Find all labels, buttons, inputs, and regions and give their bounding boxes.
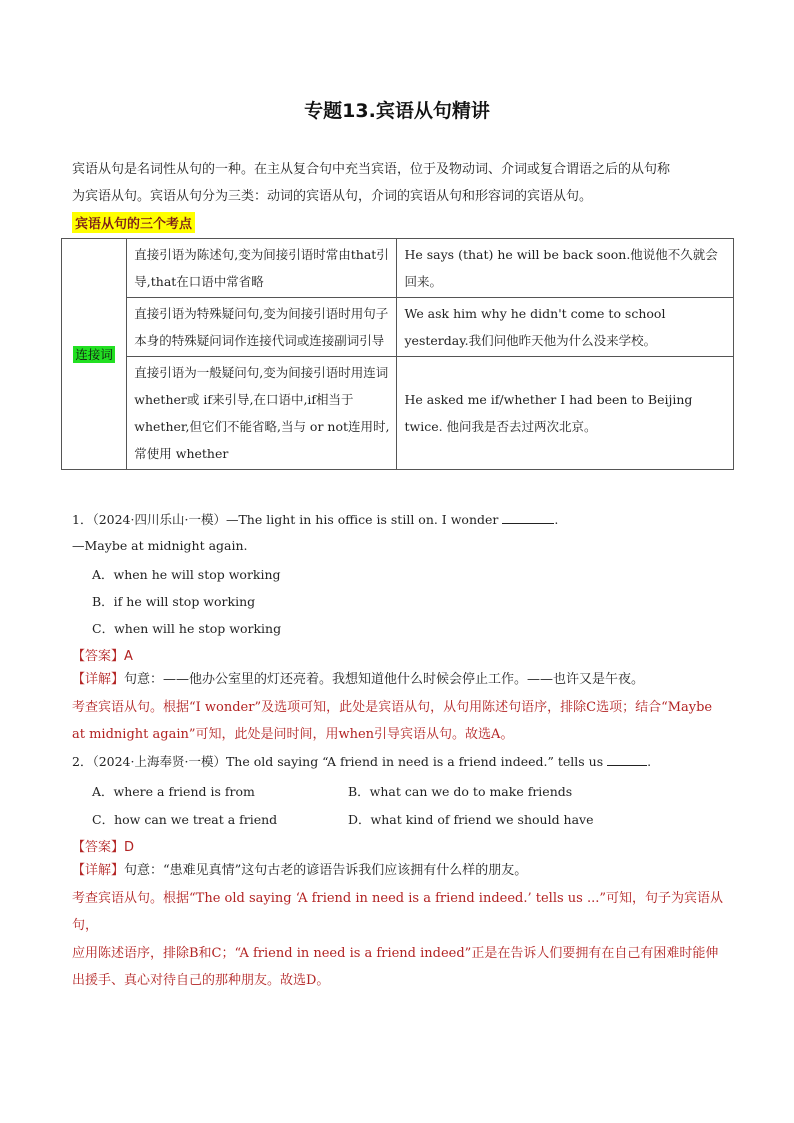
option-a: A．when he will stop working [92,567,281,582]
detail-line: 应用陈述语序，排除B和C；“A friend in need is a friend indeed”正是在告诉人们要拥有在自己有困难时能伸 [72,945,719,961]
answer-blank [607,753,647,766]
question-text: 1．（2024·四川乐山·一模）—The light in his office is still on. I wonder [72,512,499,527]
answer-detail [72,666,734,749]
question-reply: —Maybe at midnight again. [72,538,248,553]
answer-blank [502,511,554,524]
answer-detail [72,857,734,995]
table-row [62,357,734,470]
intro-line: 为宾语从句。宾语从句分为三类：动词的宾语从句，介词的宾语从句和形容词的宾语从句。 [72,189,593,204]
option-b: B．if he will stop working [92,594,256,609]
category-label: 连接词 [75,346,113,362]
detail-line: 考查宾语从句。根据“The old saying ‘A friend in need is a friend indeed.’ tells us ...”可知，句子为宾语从句， [72,890,724,933]
rule-cell: 直接引语为陈述句,变为间接引语时常由that引导,that在口语中常省略 [127,239,397,298]
example-cell: He asked me if/whether I had been to Beijing twice. 他问我是否去过两次北京。 [397,357,734,470]
answer-label: 【答案】D [72,840,135,855]
category-cell [62,239,127,470]
detail-line: at midnight again”可知，此处是问时间，用when引导宾语从句。故选A。 [72,727,514,742]
detail-line: 考查宾语从句。根据“I wonder”及选项可知，此处是宾语从句，从句用陈述句语序，排除C选项；结合“Maybe [72,699,713,715]
detail-line [72,857,734,885]
option-d: D．what kind of friend we should have [348,812,594,827]
intro-line: 宾语从句是名词性从句的一种。在主从复合句中充当宾语，位于及物动词、介词或复合谓语之后的从句称 [72,162,671,177]
example-cell: We ask him why he didn't come to school yesterday.我们问他昨天他为什么没来学校。 [397,298,734,357]
question-stem [72,507,558,533]
question-end: . [554,512,559,527]
detail-text: 句意：“患难见真情”这句古老的谚语告诉我们应该拥有什么样的朋友。 [124,863,528,878]
detail-label: 【详解】 [72,863,125,878]
intro-paragraph [72,156,732,210]
question-end: . [647,754,652,769]
detail-line [72,666,734,694]
rule-cell: 直接引语为一般疑问句,变为间接引语时用连词 whether或 if来引导,在口语中,if相当于 whether,但它们不能省略,当与 or not连用时,常使用 whether [127,357,397,470]
option-a: A．where a friend is from [92,784,255,799]
page-title: 专题13.宾语从句精讲 [304,100,490,122]
table-row [62,239,734,298]
option-c: C．when will he stop working [92,621,282,636]
question-stem [72,749,651,775]
detail-label: 【详解】 [72,672,125,687]
detail-text: 句意：——他办公室里的灯还亮着。我想知道他什么时候会停止工作。——也许又是午夜。 [124,672,645,687]
option-b: B．what can we do to make friends [348,784,573,799]
answer-label: 【答案】A [72,649,133,664]
rules-table [61,238,734,470]
example-cell: He says (that) he will be back soon.他说他不久就会回来。 [397,239,734,298]
rule-cell: 直接引语为特殊疑问句,变为间接引语时用句子本身的特殊疑问词作连接代词或连接副词引导 [127,298,397,357]
detail-line: 出援手、真心对待自己的那种朋友。故选D。 [72,973,330,988]
section-heading: 宾语从句的三个考点 [72,212,195,233]
option-c: C．how can we treat a friend [92,812,278,827]
question-text: 2．（2024·上海奉贤·一模）The old saying “A friend in need is a friend indeed.” tells us [72,754,604,769]
table-row [62,298,734,357]
